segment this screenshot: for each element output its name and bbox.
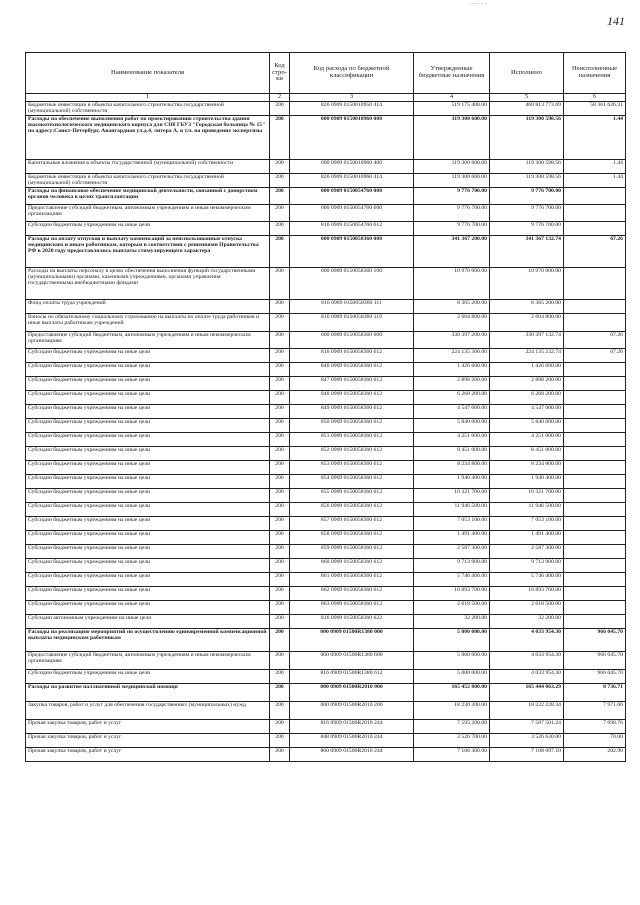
row-line-code: 200 (270, 236, 290, 268)
row-approved: 165 452 800.00 (414, 684, 490, 702)
row-approved: 119 300 600.00 (414, 116, 490, 160)
row-remaining: 7 971.66 (564, 702, 626, 720)
row-executed: 165 444 063.29 (490, 684, 564, 702)
row-approved: 10 321 700.00 (414, 489, 490, 503)
row-budget-code: 863 0909 0150058360 612 (290, 601, 414, 615)
row-name: Субсидии бюджетным учреждениям на иные цели (26, 349, 270, 363)
row-executed: 5 840 000.00 (490, 419, 564, 433)
row-budget-code: 000 0909 0150054760 000 (290, 188, 414, 205)
row-budget-code: 816 0909 0150058360 612 (290, 349, 414, 363)
row-approved: 119 300 600.00 (414, 174, 490, 188)
row-name: Бюджетные инвестиции в объекты капитального строительства государственной (муниципальной) собственности (26, 102, 270, 116)
row-remaining (564, 573, 626, 587)
row-remaining (564, 205, 626, 222)
row-remaining (564, 587, 626, 601)
row-remaining: 70.00 (564, 734, 626, 748)
row-name: Субсидии бюджетным учреждениям на иные цели (26, 503, 270, 517)
row-approved: 4 547 000.00 (414, 405, 490, 419)
row-line-code: 200 (270, 300, 290, 314)
row-executed: 4 547 000.00 (490, 405, 564, 419)
row-remaining (564, 300, 626, 314)
row-name: Расходы на финансовое обеспечение медицинской деятельности, связанной с донорством органов человека в целях трансплантации (26, 188, 270, 205)
row-remaining (564, 475, 626, 489)
row-name: Субсидии бюджетным учреждениям на иные цели (26, 222, 270, 236)
row-approved: 5 840 000.00 (414, 419, 490, 433)
row-name: Субсидии бюджетным учреждениям на иные цели (26, 405, 270, 419)
row-budget-code: 000 0909 0150010960 000 (290, 116, 414, 160)
header-indicator-name: Наименование показателя (26, 53, 270, 94)
row-approved: 11 946 500.00 (414, 503, 490, 517)
row-approved: 8 365 200.00 (414, 300, 490, 314)
row-executed: 10 970 000.00 (490, 268, 564, 300)
row-executed: 3 526 630.00 (490, 734, 564, 748)
row-budget-code: 856 0909 0150058360 612 (290, 503, 414, 517)
row-line-code: 200 (270, 559, 290, 573)
row-line-code: 200 (270, 702, 290, 720)
row-name: Субсидии автономным учреждениям на иные цели (26, 615, 270, 629)
row-line-code: 200 (270, 601, 290, 615)
row-name: Субсидии бюджетным учреждениям на иные цели (26, 531, 270, 545)
row-line-code: 200 (270, 475, 290, 489)
row-approved: 224 135 300.00 (414, 349, 490, 363)
row-executed: 330 397 132.74 (490, 332, 564, 349)
table-row (26, 475, 626, 489)
table-row (26, 116, 626, 160)
table-row (26, 174, 626, 188)
row-executed: 9 713 900.00 (490, 559, 564, 573)
row-remaining (564, 517, 626, 531)
table-column-number-row (26, 94, 626, 102)
row-approved: 4 251 000.00 (414, 433, 490, 447)
row-executed: 1 940 400.00 (490, 475, 564, 489)
row-remaining (564, 419, 626, 433)
row-name: Расходы на развитие паллиативной медицинской помощи (26, 684, 270, 702)
row-executed: 4 033 954.30 (490, 670, 564, 684)
row-budget-code: 848 0909 0150058360 612 (290, 391, 414, 405)
row-name: Расходы на оплату отпусков и выплату компенсаций за неиспользованные отпуска медицинским и иным работникам, которым в соответствии с решениями Правительства РФ в 2020 году предоставлялись выплаты стимулирующего характера (26, 236, 270, 268)
row-line-code: 200 (270, 447, 290, 461)
row-budget-code: 855 0909 0150058360 612 (290, 489, 414, 503)
column-number: 6 (564, 94, 626, 102)
row-remaining (564, 615, 626, 629)
row-remaining: 67.26 (564, 332, 626, 349)
row-name: Расходы на выплаты персоналу в целях обеспечения выполнения функций государственными (муниципальными) органами, казенными учреждениями, органами управления государственными внебюджетными фондами (26, 268, 270, 300)
table-row (26, 615, 626, 629)
row-approved: 5 000 000.00 (414, 652, 490, 670)
row-budget-code: 851 0909 0150058360 612 (290, 433, 414, 447)
row-name: Субсидии бюджетным учреждениям на иные цели (26, 377, 270, 391)
row-executed: 7 587 501.24 (490, 720, 564, 734)
row-line-code: 200 (270, 587, 290, 601)
row-remaining: 1.44 (564, 160, 626, 174)
row-remaining (564, 531, 626, 545)
row-executed: 2 618 500.00 (490, 601, 564, 615)
row-name: Субсидии бюджетным учреждениям на иные цели (26, 489, 270, 503)
row-approved: 6 268 200.00 (414, 391, 490, 405)
row-budget-code: 816 0909 0150058360 622 (290, 615, 414, 629)
row-line-code: 200 (270, 363, 290, 377)
row-line-code: 200 (270, 160, 290, 174)
row-approved: 9 776 700.00 (414, 222, 490, 236)
row-executed: 5 746 400.00 (490, 573, 564, 587)
row-line-code: 200 (270, 419, 290, 433)
row-budget-code: 854 0909 0150058360 612 (290, 475, 414, 489)
table-row (26, 503, 626, 517)
row-budget-code: 852 0909 0150058360 612 (290, 447, 414, 461)
row-remaining: 966 045.70 (564, 629, 626, 652)
column-number: 4 (414, 94, 490, 102)
row-line-code: 200 (270, 405, 290, 419)
table-row (26, 531, 626, 545)
row-line-code: 200 (270, 748, 290, 762)
row-name: Взносы по обязательному социальному страхованию на выплаты по оплате труда работников и иные выплаты работникам учреждений (26, 314, 270, 332)
row-line-code: 200 (270, 489, 290, 503)
row-remaining: 58 361 626.31 (564, 102, 626, 116)
row-line-code: 200 (270, 531, 290, 545)
header-approved: Утвержденные бюджетные назначения (414, 53, 490, 94)
table-row (26, 377, 626, 391)
row-executed: 11 946 500.00 (490, 503, 564, 517)
row-remaining: 966 045.70 (564, 670, 626, 684)
column-number: 3 (290, 94, 414, 102)
table-row (26, 188, 626, 205)
row-executed: 2 898 200.00 (490, 377, 564, 391)
row-name: Капитальные вложения в объекты государственной (муниципальной) собственности (26, 160, 270, 174)
row-line-code: 200 (270, 652, 290, 670)
row-executed: 10 893 700.00 (490, 587, 564, 601)
row-line-code: 200 (270, 734, 290, 748)
row-approved: 519 175 400.00 (414, 102, 490, 116)
row-approved: 9 776 700.00 (414, 188, 490, 205)
row-remaining: 202.90 (564, 748, 626, 762)
row-executed: 119 300 598.56 (490, 160, 564, 174)
header-remaining: Неисполненные назначения (564, 53, 626, 94)
row-approved: 9 713 900.00 (414, 559, 490, 573)
row-executed: 4 033 954.30 (490, 652, 564, 670)
row-executed: 9 776 700.00 (490, 205, 564, 222)
row-name: Субсидии бюджетным учреждениям на иные цели (26, 419, 270, 433)
row-executed: 4 033 954.30 (490, 629, 564, 652)
row-remaining (564, 377, 626, 391)
row-executed: 2 587 300.00 (490, 545, 564, 559)
table-row (26, 748, 626, 762)
table-row (26, 629, 626, 652)
row-line-code: 200 (270, 377, 290, 391)
row-approved: 8 234 800.00 (414, 461, 490, 475)
row-name: Расходы на обеспечение выполнения работ по проектированию строительства здания высокотехнологического медицинского корпуса для СПб ГБУЗ "Городская больница № 15" по адресу:Санкт-Петербург, Авангардная ул.д.4, литера А, в т.ч. на проведение экспертизы (26, 116, 270, 160)
row-approved: 341 367 200.00 (414, 236, 490, 268)
row-budget-code: 000 0909 0150010960 400 (290, 160, 414, 174)
row-budget-code: 000 0909 01500R1380 000 (290, 629, 414, 652)
row-approved: 10 893 700.00 (414, 587, 490, 601)
table-header-row (26, 53, 626, 94)
row-line-code: 200 (270, 545, 290, 559)
table-row (26, 300, 626, 314)
row-approved: 5 746 400.00 (414, 573, 490, 587)
row-line-code: 200 (270, 433, 290, 447)
table-row (26, 391, 626, 405)
table-row (26, 545, 626, 559)
table-row (26, 601, 626, 615)
row-line-code: 200 (270, 174, 290, 188)
budget-report-table (25, 52, 626, 762)
row-approved: 10 970 000.00 (414, 268, 490, 300)
table-row (26, 559, 626, 573)
row-name: Предоставление субсидий бюджетным, автономным учреждениям и иным некоммерческим организациям (26, 205, 270, 222)
row-approved: 2 898 200.00 (414, 377, 490, 391)
row-budget-code: 000 0909 01500R2010 000 (290, 684, 414, 702)
row-executed: 2 604 800.00 (490, 314, 564, 332)
row-name: Фонд оплаты труда учреждений (26, 300, 270, 314)
row-line-code: 200 (270, 222, 290, 236)
column-number: 5 (490, 94, 564, 102)
row-executed: 4 251 000.00 (490, 433, 564, 447)
row-line-code: 200 (270, 391, 290, 405)
row-name: Предоставление субсидий бюджетным, автономным учреждениям и иным некоммерческим организациям (26, 652, 270, 670)
row-remaining (564, 188, 626, 205)
row-budget-code: 853 0909 0150058360 612 (290, 461, 414, 475)
row-name: Прочая закупка товаров, работ и услуг (26, 734, 270, 748)
row-remaining (564, 461, 626, 475)
row-line-code: 200 (270, 684, 290, 702)
row-name: Субсидии бюджетным учреждениям на иные цели (26, 545, 270, 559)
row-name: Субсидии бюджетным учреждениям на иные цели (26, 461, 270, 475)
row-remaining (564, 489, 626, 503)
row-budget-code: 000 0909 0150058360 100 (290, 268, 414, 300)
row-line-code: 200 (270, 615, 290, 629)
row-executed: 6 268 200.00 (490, 391, 564, 405)
header-mark: ...... .. . (470, 0, 487, 6)
table-row (26, 268, 626, 300)
row-budget-code: 000 0909 01500R2010 200 (290, 702, 414, 720)
row-budget-code: 858 0909 0150058360 612 (290, 531, 414, 545)
table-row (26, 205, 626, 222)
row-budget-code: 816 0909 01500R1380 612 (290, 670, 414, 684)
row-executed: 10 321 700.00 (490, 489, 564, 503)
table-row (26, 517, 626, 531)
row-remaining (564, 433, 626, 447)
row-approved: 1 940 400.00 (414, 475, 490, 489)
row-line-code: 200 (270, 629, 290, 652)
row-executed: 32 200.00 (490, 615, 564, 629)
row-executed: 119 300 598.56 (490, 116, 564, 160)
table-row (26, 332, 626, 349)
table-row (26, 489, 626, 503)
row-remaining (564, 405, 626, 419)
header-line-code: Код стро-ки (270, 53, 290, 94)
row-budget-code: 816 0909 0150058360 119 (290, 314, 414, 332)
row-line-code: 200 (270, 268, 290, 300)
row-budget-code: 000 0909 0150058360 600 (290, 332, 414, 349)
row-budget-code: 857 0909 0150058360 612 (290, 517, 414, 531)
row-line-code: 200 (270, 720, 290, 734)
row-name: Бюджетные инвестиции в объекты капитального строительства государственной (муниципальной) собственности (26, 174, 270, 188)
header-budget-code: Код расхода по бюджетной классификации (290, 53, 414, 94)
row-remaining: 8 736.71 (564, 684, 626, 702)
row-name: Прочая закупка товаров, работ и услуг (26, 748, 270, 762)
row-budget-code: 859 0909 0150058360 612 (290, 545, 414, 559)
row-executed: 8 365 200.00 (490, 300, 564, 314)
table-row (26, 160, 626, 174)
table-row (26, 461, 626, 475)
table-row (26, 573, 626, 587)
row-line-code: 200 (270, 349, 290, 363)
row-remaining: 67.26 (564, 349, 626, 363)
table-row (26, 684, 626, 702)
row-name: Субсидии бюджетным учреждениям на иные цели (26, 391, 270, 405)
row-approved: 8 451 000.00 (414, 447, 490, 461)
row-line-code: 200 (270, 314, 290, 332)
row-name: Субсидии бюджетным учреждениям на иные цели (26, 447, 270, 461)
row-approved: 1 491 400.00 (414, 531, 490, 545)
table-row (26, 349, 626, 363)
row-budget-code: 850 0909 0150058360 612 (290, 419, 414, 433)
table-row (26, 363, 626, 377)
row-executed: 1 491 400.00 (490, 531, 564, 545)
row-budget-code: 848 0909 01500R2010 244 (290, 734, 414, 748)
row-approved: 3 526 700.00 (414, 734, 490, 748)
row-executed: 7 053 100.00 (490, 517, 564, 531)
row-remaining (564, 363, 626, 377)
row-budget-code: 862 0909 0150058360 612 (290, 587, 414, 601)
row-approved: 7 595 200.00 (414, 720, 490, 734)
row-budget-code: 000 0909 01500R1380 600 (290, 652, 414, 670)
row-name: Субсидии бюджетным учреждениям на иные цели (26, 587, 270, 601)
row-remaining (564, 503, 626, 517)
row-executed: 460 813 773.69 (490, 102, 564, 116)
row-executed: 18 222 228.34 (490, 702, 564, 720)
table-row (26, 405, 626, 419)
row-budget-code: 860 0909 0150058360 612 (290, 559, 414, 573)
table-row (26, 652, 626, 670)
row-budget-code: 816 0909 0150058360 111 (290, 300, 414, 314)
row-approved: 7 053 100.00 (414, 517, 490, 531)
table-row (26, 447, 626, 461)
page-number: 141 (607, 14, 625, 28)
row-line-code: 200 (270, 461, 290, 475)
row-remaining (564, 268, 626, 300)
header-executed: Исполнено (490, 53, 564, 94)
row-approved: 32 200.00 (414, 615, 490, 629)
row-remaining (564, 601, 626, 615)
row-remaining (564, 559, 626, 573)
row-remaining (564, 314, 626, 332)
table-row (26, 419, 626, 433)
row-approved: 119 300 600.00 (414, 160, 490, 174)
row-name: Субсидии бюджетным учреждениям на иные цели (26, 559, 270, 573)
row-approved: 2 587 300.00 (414, 545, 490, 559)
row-remaining (564, 447, 626, 461)
table-row (26, 720, 626, 734)
row-executed: 341 367 132.74 (490, 236, 564, 268)
row-remaining: 966 045.70 (564, 652, 626, 670)
row-name: Субсидии бюджетным учреждениям на иные цели (26, 573, 270, 587)
row-remaining (564, 391, 626, 405)
table-row (26, 314, 626, 332)
row-executed: 1 426 600.00 (490, 363, 564, 377)
row-line-code: 200 (270, 116, 290, 160)
table-row (26, 670, 626, 684)
row-remaining: 7 698.76 (564, 720, 626, 734)
table-row (26, 702, 626, 720)
row-budget-code: 000 0909 0150058360 000 (290, 236, 414, 268)
row-budget-code: 849 0909 0150058360 612 (290, 405, 414, 419)
row-line-code: 200 (270, 503, 290, 517)
row-executed: 8 234 800.00 (490, 461, 564, 475)
row-remaining: 67.26 (564, 236, 626, 268)
row-approved: 5 000 000.00 (414, 670, 490, 684)
column-number: 1 (26, 94, 270, 102)
row-name: Субсидии бюджетным учреждениям на иные цели (26, 601, 270, 615)
row-line-code: 200 (270, 332, 290, 349)
row-budget-code: 816 0909 01500R2010 244 (290, 720, 414, 734)
row-name: Закупка товаров, работ и услуг для обеспечения государственных (муниципальных) нужд (26, 702, 270, 720)
row-name: Субсидии бюджетным учреждениям на иные цели (26, 433, 270, 447)
row-line-code: 200 (270, 102, 290, 116)
row-name: Субсидии бюджетным учреждениям на иные цели (26, 363, 270, 377)
row-budget-code: 816 0909 0150054760 612 (290, 222, 414, 236)
row-remaining (564, 545, 626, 559)
table-row (26, 222, 626, 236)
row-executed: 7 108 097.10 (490, 748, 564, 762)
row-name: Субсидии бюджетным учреждениям на иные цели (26, 670, 270, 684)
row-name: Расходы на реализацию мероприятий по осуществлению единовременной компенсационной выплаты медицинским работникам (26, 629, 270, 652)
row-executed: 119 300 598.56 (490, 174, 564, 188)
row-approved: 1 426 600.00 (414, 363, 490, 377)
row-remaining: 1.44 (564, 116, 626, 160)
row-budget-code: 847 0909 0150058360 612 (290, 377, 414, 391)
row-approved: 18 230 200.00 (414, 702, 490, 720)
row-budget-code: 000 0909 0150054760 600 (290, 205, 414, 222)
row-remaining (564, 222, 626, 236)
column-number: 2 (270, 94, 290, 102)
row-executed: 224 135 232.74 (490, 349, 564, 363)
row-approved: 2 618 500.00 (414, 601, 490, 615)
row-budget-code: 846 0909 0150058360 612 (290, 363, 414, 377)
row-approved: 9 776 700.00 (414, 205, 490, 222)
row-remaining: 1.44 (564, 174, 626, 188)
row-budget-code: 826 0909 0150010950 414 (290, 102, 414, 116)
row-budget-code: 826 0909 0150010960 414 (290, 174, 414, 188)
row-approved: 5 000 000.00 (414, 629, 490, 652)
row-line-code: 200 (270, 517, 290, 531)
table-row (26, 102, 626, 116)
table-body (26, 102, 626, 762)
row-name: Прочая закупка товаров, работ и услуг (26, 720, 270, 734)
row-name: Предоставление субсидий бюджетным, автономным учреждениям и иным некоммерческим организациям (26, 332, 270, 349)
row-name: Субсидии бюджетным учреждениям на иные цели (26, 517, 270, 531)
row-line-code: 200 (270, 188, 290, 205)
row-name: Субсидии бюджетным учреждениям на иные цели (26, 475, 270, 489)
row-budget-code: 860 0909 01500R2010 244 (290, 748, 414, 762)
table-row (26, 734, 626, 748)
row-line-code: 200 (270, 670, 290, 684)
table-row (26, 236, 626, 268)
row-executed: 9 776 700.00 (490, 188, 564, 205)
row-approved: 7 108 300.00 (414, 748, 490, 762)
table-row (26, 433, 626, 447)
row-approved: 330 397 200.00 (414, 332, 490, 349)
row-budget-code: 861 0909 0150058360 612 (290, 573, 414, 587)
row-line-code: 200 (270, 573, 290, 587)
row-executed: 9 776 700.00 (490, 222, 564, 236)
table-row (26, 587, 626, 601)
row-line-code: 200 (270, 205, 290, 222)
row-executed: 8 451 000.00 (490, 447, 564, 461)
row-approved: 2 604 800.00 (414, 314, 490, 332)
